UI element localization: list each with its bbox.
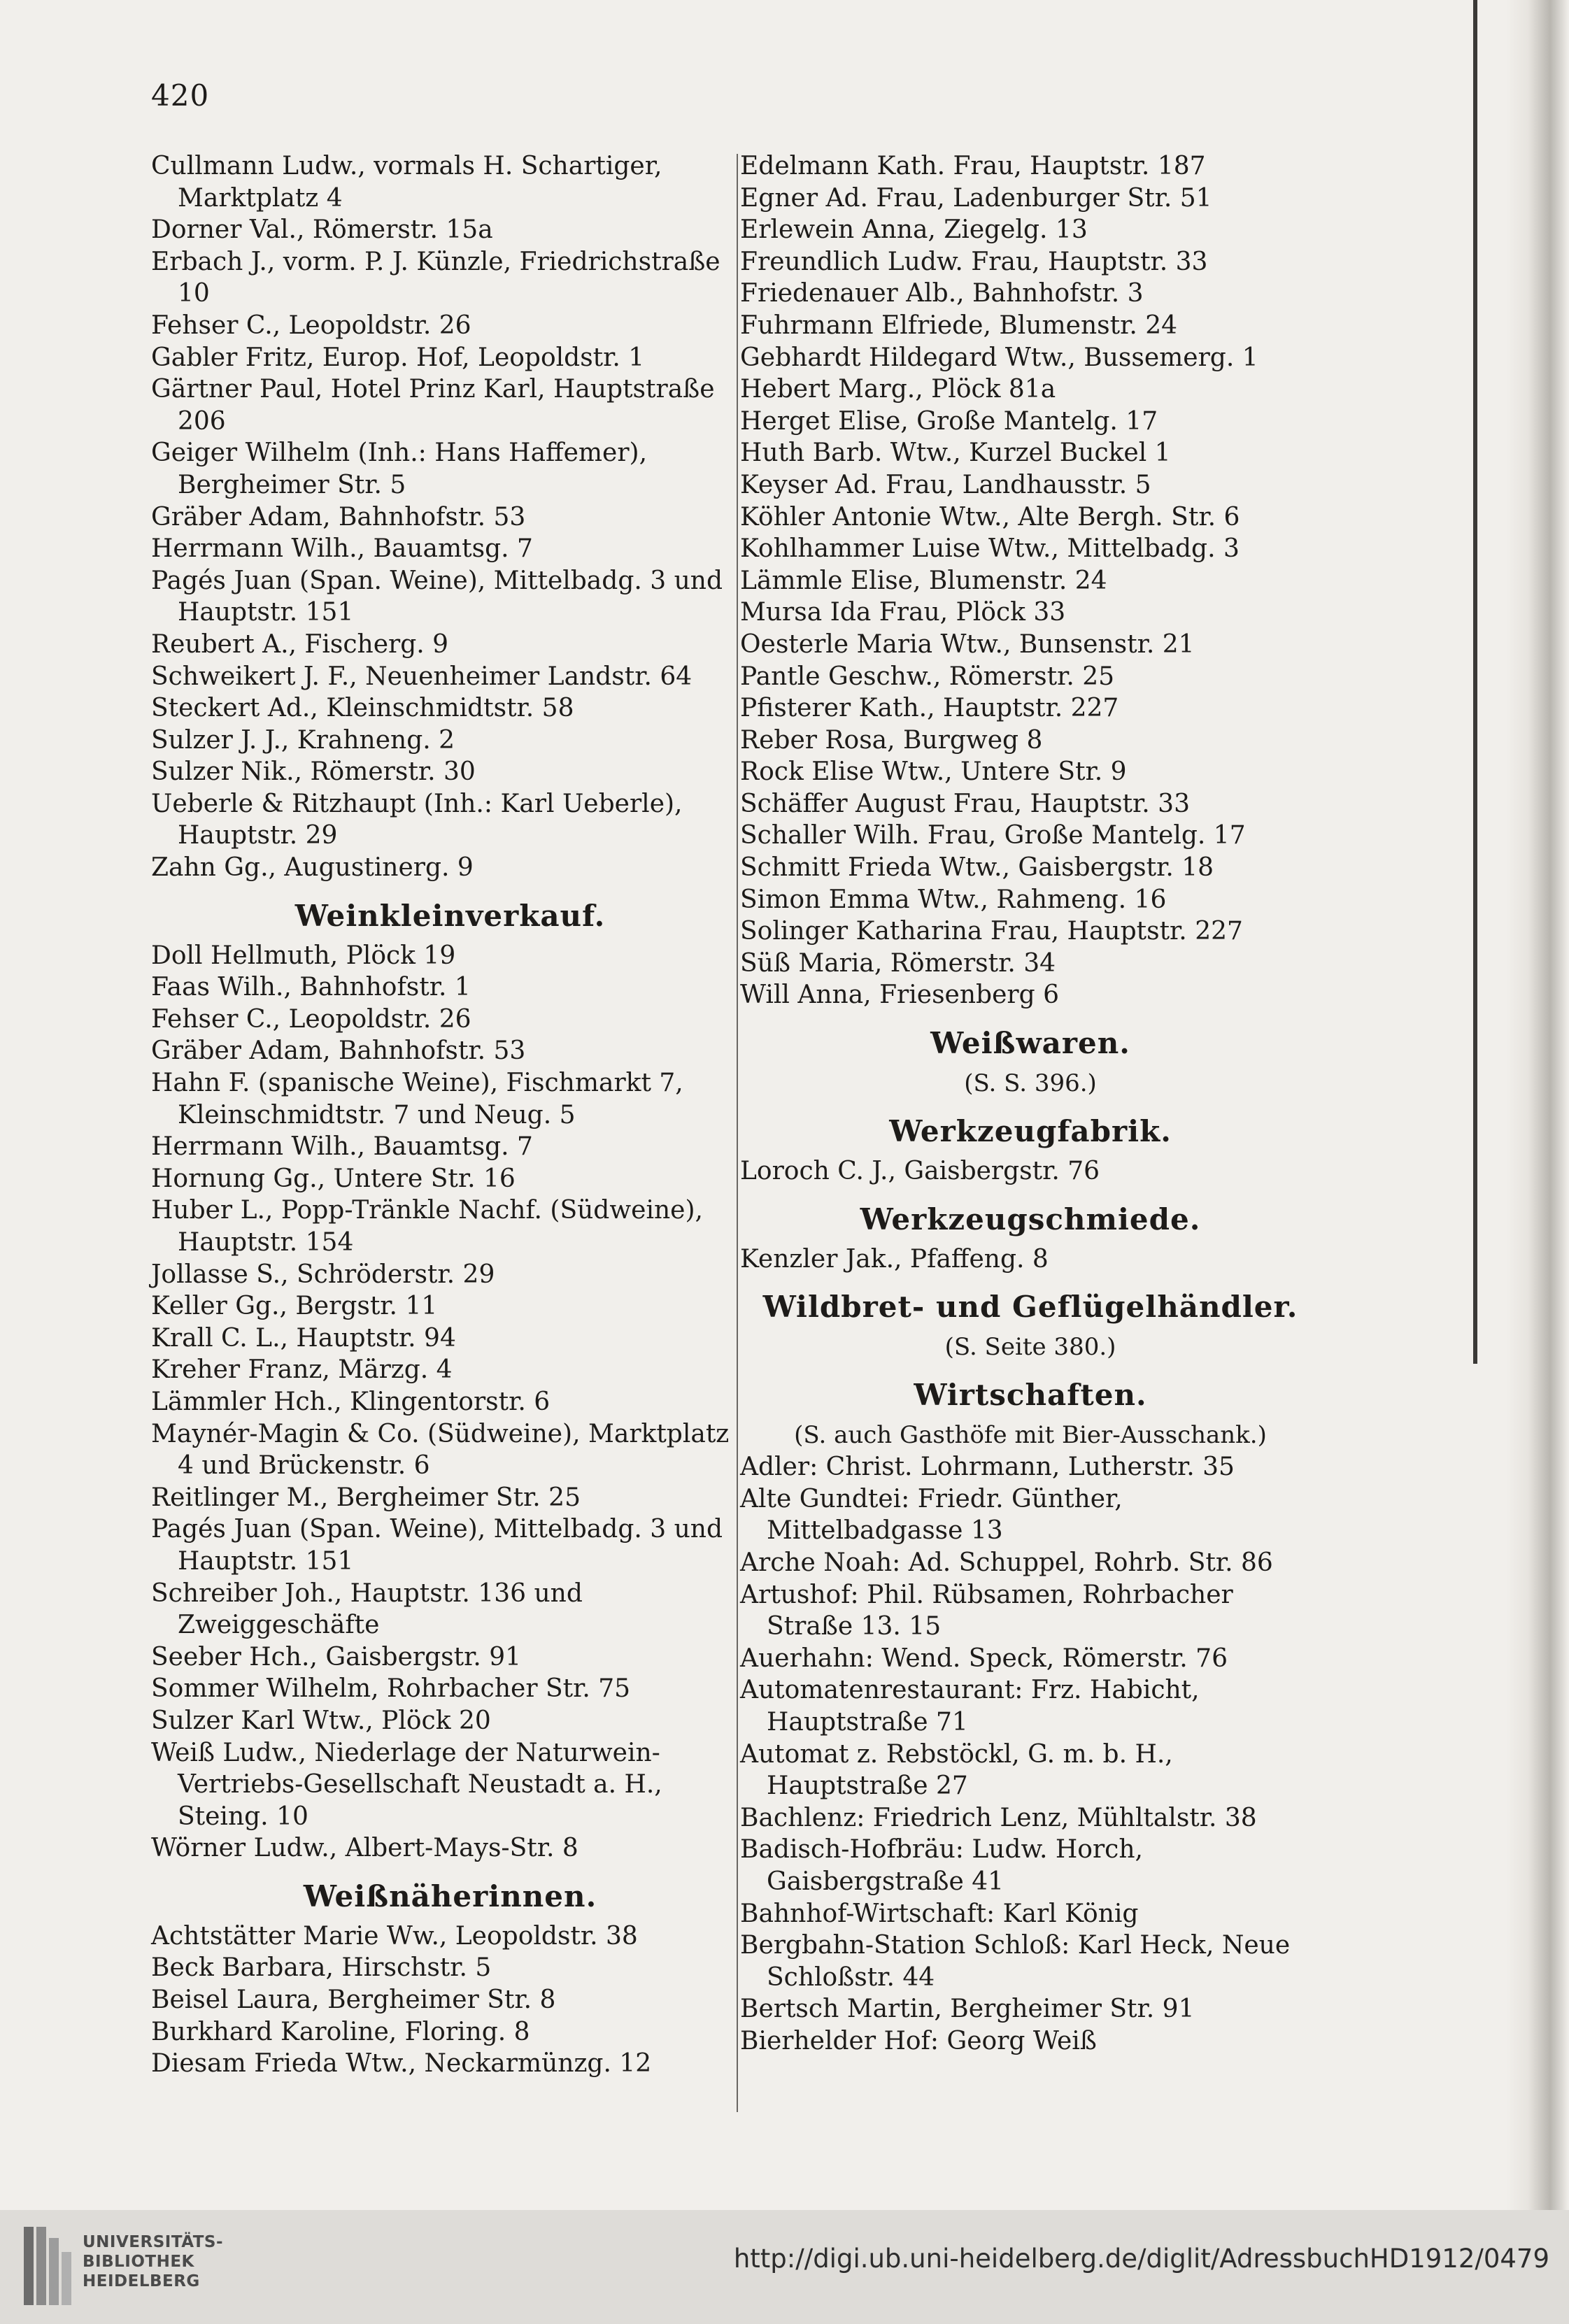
- library-logo-icon: [20, 2224, 74, 2308]
- directory-entry: Keller Gg., Bergstr. 11: [151, 1292, 438, 1321]
- directory-entry: Will Anna, Friesenberg 6: [740, 981, 1059, 1010]
- directory-entry: Huth Barb. Wtw., Kurzel Buckel 1: [740, 439, 1171, 468]
- directory-entry: Auerhahn: Wend. Speck, Römerstr. 76: [740, 1644, 1228, 1673]
- section-note: (S. Seite 380.): [944, 1333, 1116, 1362]
- directory-entry: Gärtner Paul, Hotel Prinz Karl, Hauptstraße 206: [151, 375, 715, 436]
- directory-entry: Zahn Gg., Augustinerg. 9: [151, 853, 474, 883]
- directory-entry: Artushof: Phil. Rübsamen, Rohrbacher Straße 13. 15: [740, 1580, 1233, 1641]
- section-heading: Wildbret- und Geflügelhändler.: [762, 1290, 1298, 1325]
- directory-entry: Freundlich Ludw. Frau, Hauptstr. 33: [740, 247, 1208, 276]
- directory-entry: Oesterle Maria Wtw., Bunsenstr. 21: [740, 629, 1195, 659]
- directory-entry: Sulzer Karl Wtw., Plöck 20: [151, 1706, 491, 1735]
- page-edge-shadow: [1506, 0, 1569, 2210]
- directory-entry: Hahn F. (spanische Weine), Fischmarkt 7, Kleinschmidtstr. 7 und Neug. 5: [151, 1069, 683, 1129]
- directory-entry: Huber L., Popp-Tränkle Nachf. (Südweine), Hauptstr. 154: [151, 1196, 703, 1257]
- directory-entry: Schaller Wilh. Frau, Große Mantelg. 17: [740, 821, 1246, 850]
- directory-entry: Bachlenz: Friedrich Lenz, Mühltalstr. 38: [740, 1803, 1257, 1832]
- directory-entry: Doll Hellmuth, Plöck 19: [151, 941, 456, 970]
- directory-entry: Hebert Marg., Plöck 81a: [740, 375, 1056, 404]
- left-column: [151, 150, 749, 2080]
- directory-entry: Faas Wilh., Bahnhofstr. 1: [151, 973, 471, 1002]
- directory-entry: Lämmler Hch., Klingentorstr. 6: [151, 1387, 551, 1416]
- directory-entry: Automat z. Rebstöckl, G. m. b. H., Hauptstraße 27: [740, 1739, 1173, 1801]
- directory-entry: Beisel Laura, Bergheimer Str. 8: [151, 1986, 556, 2015]
- directory-entry: Badisch-Hofbräu: Ludw. Horch, Gaisbergstraße 41: [740, 1835, 1143, 1896]
- directory-entry: Weiß Ludw., Niederlage der Naturwein-Vertriebs-Gesellschaft Neustadt a. H., Steing. 10: [151, 1738, 662, 1831]
- directory-entry: Dorner Val., Römerstr. 15a: [151, 215, 493, 245]
- section-heading: Wirtschaften.: [914, 1378, 1147, 1413]
- permalink-url[interactable]: http://digi.ub.uni-heidelberg.de/diglit/AdressbuchHD1912/0479: [733, 2244, 1549, 2274]
- directory-entry: Hornung Gg., Untere Str. 16: [151, 1164, 516, 1193]
- right-column: [740, 150, 1321, 2058]
- page-edge-line: [1473, 0, 1477, 1364]
- directory-entry: Reber Rosa, Burgweg 8: [740, 725, 1043, 755]
- section-heading: Werkzeugschmiede.: [860, 1202, 1201, 1236]
- directory-entry: Bierhelder Hof: Georg Weiß: [740, 2026, 1097, 2055]
- directory-entry: Gabler Fritz, Europ. Hof, Leopoldstr. 1: [151, 343, 645, 372]
- directory-entry: Egner Ad. Frau, Ladenburger Str. 51: [740, 183, 1212, 213]
- directory-entry: Lämmle Elise, Blumenstr. 24: [740, 566, 1107, 595]
- directory-entry: Friedenauer Alb., Bahnhofstr. 3: [740, 279, 1144, 308]
- directory-entry: Arche Noah: Ad. Schuppel, Rohrb. Str. 86: [740, 1548, 1273, 1577]
- library-name: [83, 2232, 223, 2291]
- library-name-line: HEIDELBERG: [83, 2272, 200, 2290]
- directory-entry: Herrmann Wilh., Bauamtsg. 7: [151, 1132, 533, 1162]
- page-number: 420: [151, 78, 210, 113]
- directory-entry: Schweikert J. F., Neuenheimer Landstr. 64: [151, 662, 693, 691]
- directory-entry: Bergbahn-Station Schloß: Karl Heck, Neue Schloßstr. 44: [740, 1931, 1291, 1992]
- section-heading: Werkzeugfabrik.: [889, 1114, 1172, 1149]
- directory-entry: Schreiber Joh., Hauptstr. 136 und Zweiggeschäfte: [151, 1578, 583, 1640]
- directory-entry: Cullmann Ludw., vormals H. Schartiger, Marktplatz 4: [151, 152, 662, 213]
- directory-entry: Automatenrestaurant: Frz. Habicht, Hauptstraße 71: [740, 1676, 1200, 1737]
- directory-entry: Krall C. L., Hauptstr. 94: [151, 1323, 456, 1353]
- directory-entry: Fuhrmann Elfriede, Blumenstr. 24: [740, 311, 1178, 340]
- directory-entry: Sulzer Nik., Römerstr. 30: [151, 757, 476, 787]
- directory-entry: Pfisterer Kath., Hauptstr. 227: [740, 694, 1119, 723]
- directory-entry: Schmitt Frieda Wtw., Gaisbergstr. 18: [740, 853, 1214, 883]
- directory-entry: Kohlhammer Luise Wtw., Mittelbadg. 3: [740, 534, 1240, 564]
- directory-entry: Süß Maria, Römerstr. 34: [740, 948, 1056, 978]
- directory-entry: Ueberle & Ritzhaupt (Inh.: Karl Ueberle), Hauptstr. 29: [151, 789, 683, 850]
- column-divider: [737, 154, 738, 2112]
- directory-entry: Alte Gundtei: Friedr. Günther, Mittelbadgasse 13: [740, 1484, 1123, 1546]
- section-heading: Weißnäherinnen.: [303, 1879, 597, 1913]
- directory-entry: Sulzer J. J., Krahneng. 2: [151, 725, 455, 755]
- directory-entry: Sommer Wilhelm, Rohrbacher Str. 75: [151, 1674, 631, 1704]
- library-name-line: UNIVERSITÄTS-: [83, 2233, 224, 2251]
- directory-entry: Pantle Geschw., Römerstr. 25: [740, 662, 1115, 691]
- directory-entry: Mursa Ida Frau, Plöck 33: [740, 598, 1066, 627]
- directory-entry: Burkhard Karoline, Floring. 8: [151, 2017, 530, 2046]
- section-heading: Weinkleinverkauf.: [294, 898, 606, 933]
- directory-entry: Maynér-Magin & Co. (Südweine), Marktplatz 4 und Brückenstr. 6: [151, 1419, 730, 1481]
- directory-entry: Solinger Katharina Frau, Hauptstr. 227: [740, 917, 1243, 946]
- directory-entry: Herrmann Wilh., Bauamtsg. 7: [151, 534, 533, 564]
- footer-bar: [0, 2210, 1569, 2324]
- directory-entry: Seeber Hch., Gaisbergstr. 91: [151, 1642, 522, 1671]
- directory-entry: Loroch C. J., Gaisbergstr. 76: [740, 1157, 1100, 1186]
- directory-entry: Reitlinger M., Bergheimer Str. 25: [151, 1483, 581, 1512]
- directory-entry: Steckert Ad., Kleinschmidtstr. 58: [151, 694, 574, 723]
- directory-entry: Fehser C., Leopoldstr. 26: [151, 311, 471, 340]
- directory-entry: Kreher Franz, Märzg. 4: [151, 1355, 453, 1385]
- library-name-line: BIBLIOTHEK: [83, 2253, 194, 2271]
- directory-entry: Jollasse S., Schröderstr. 29: [151, 1260, 495, 1289]
- directory-entry: Beck Barbara, Hirschstr. 5: [151, 1953, 492, 1983]
- directory-entry: Kenzler Jak., Pfaffeng. 8: [740, 1244, 1049, 1274]
- directory-entry: Herget Elise, Große Mantelg. 17: [740, 406, 1158, 436]
- directory-entry: Wörner Ludw., Albert-Mays-Str. 8: [151, 1834, 578, 1863]
- section-heading: Weißwaren.: [930, 1026, 1130, 1061]
- directory-entry: Geiger Wilhelm (Inh.: Hans Haffemer), Bergheimer Str. 5: [151, 439, 648, 499]
- directory-entry: Achtstätter Marie Ww., Leopoldstr. 38: [151, 1921, 638, 1951]
- directory-entry: Adler: Christ. Lohrmann, Lutherstr. 35: [740, 1453, 1235, 1482]
- section-note: (S. S. 396.): [964, 1069, 1097, 1098]
- directory-entry: Bertsch Martin, Bergheimer Str. 91: [740, 1995, 1195, 2024]
- directory-entry: Diesam Frieda Wtw., Neckarmünzg. 12: [151, 2049, 652, 2079]
- directory-entry: Fehser C., Leopoldstr. 26: [151, 1004, 471, 1034]
- directory-entry: Simon Emma Wtw., Rahmeng. 16: [740, 885, 1167, 914]
- directory-entry: Rock Elise Wtw., Untere Str. 9: [740, 757, 1127, 787]
- directory-entry: Pagés Juan (Span. Weine), Mittelbadg. 3 und Hauptstr. 151: [151, 1515, 723, 1576]
- directory-entry: Edelmann Kath. Frau, Hauptstr. 187: [740, 152, 1206, 180]
- directory-entry: Erlewein Anna, Ziegelg. 13: [740, 215, 1088, 245]
- directory-entry: Bahnhof-Wirtschaft: Karl König: [740, 1899, 1139, 1928]
- directory-entry: Gräber Adam, Bahnhofstr. 53: [151, 502, 526, 532]
- directory-entry: Reubert A., Fischerg. 9: [151, 629, 449, 659]
- directory-entry: Schäffer August Frau, Hauptstr. 33: [740, 789, 1190, 818]
- section-note: (S. auch Gasthöfe mit Bier-Ausschank.): [794, 1421, 1267, 1450]
- directory-entry: Erbach J., vorm. P. J. Künzle, Friedrichstraße 10: [151, 247, 720, 308]
- directory-entry: Gräber Adam, Bahnhofstr. 53: [151, 1036, 526, 1066]
- directory-entry: Keyser Ad. Frau, Landhausstr. 5: [740, 470, 1151, 499]
- directory-entry: Köhler Antonie Wtw., Alte Bergh. Str. 6: [740, 502, 1240, 532]
- directory-entry: Pagés Juan (Span. Weine), Mittelbadg. 3 und Hauptstr. 151: [151, 566, 723, 627]
- directory-entry: Gebhardt Hildegard Wtw., Bussemerg. 1: [740, 343, 1258, 372]
